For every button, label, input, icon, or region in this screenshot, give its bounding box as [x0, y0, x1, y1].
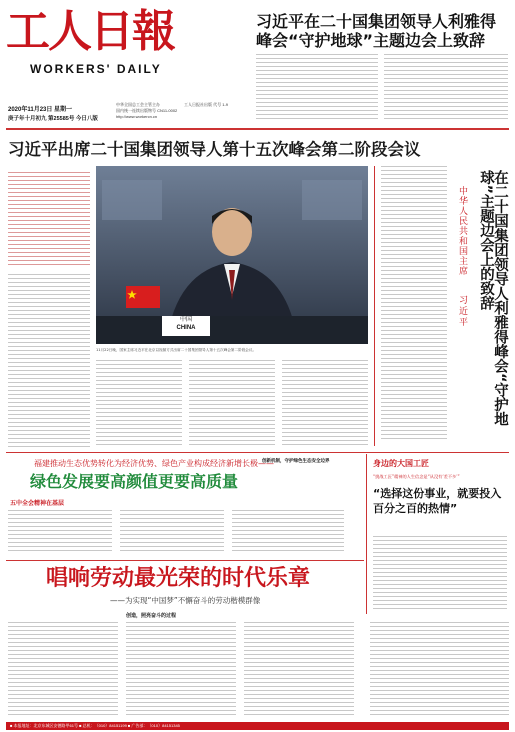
masthead-info-line: http://www.workercn.cn: [116, 114, 158, 119]
masthead-contact: 工人日报社出版 代号 1-9: [184, 102, 229, 107]
bottom-section-divider: [6, 560, 364, 561]
section-tag: 五中全会精神在基层: [10, 500, 65, 507]
craftsman-headline: “选择这份事业，就要投入百分之百的热情”: [373, 487, 502, 515]
labor-headline: 唱响劳动最光荣的时代乐章: [46, 566, 311, 591]
masthead-divider: [6, 128, 509, 130]
lead-body: [8, 274, 90, 450]
masthead-info-line: 中华全国总工会主管主办: [116, 102, 160, 107]
masthead-logo: 工人日報: [6, 6, 174, 57]
issue-date: 2020年11月23日 星期一: [8, 107, 73, 113]
lead-photo: [96, 166, 368, 344]
middle-kicker: 创新机制，守护绿色生态安全边界: [262, 459, 330, 464]
speech-byline: [453, 186, 472, 386]
top-right-headline: 习近平在二十国集团领导人利雅得峰会“守护地球”主题边会上致辞: [256, 12, 497, 50]
labor-inner-title: 创造，照亮奋斗的过程: [126, 613, 177, 619]
masthead-info-line: 国内统一连续出版物号 CN11-0002: [116, 108, 178, 113]
nameplate-en: CHINA: [176, 325, 196, 331]
masthead-english-name: WORKERS' DAILY: [30, 62, 162, 76]
nameplate-cn: 中国: [179, 317, 192, 323]
masthead: [6, 6, 246, 124]
labor-subheadline: ——为实现“中国梦”不懈奋斗的劳动楷模群像: [110, 596, 261, 605]
top-right-body: [256, 54, 508, 126]
speech-headline: 在二十国集团领导人利雅得峰会“守护地球”主题边会上的致辞: [478, 170, 508, 427]
footer-text: ■ 本报地址：北京东城区安德路甲61号 ■ 总机：（010）84151199 ■ 广告部：（010）84151345: [10, 723, 180, 728]
green-headline: 绿色发展要高颜值更要高质量: [30, 472, 239, 491]
lead-summary: [8, 172, 90, 268]
green-kicker: 福建推动生态优势转化为经济优势、绿色产业构成经济新增长极——: [34, 459, 274, 468]
main-headline: 习近平出席二十国集团领导人第十五次峰会第二阶段会议: [8, 140, 421, 159]
speech-author: 习近平: [457, 295, 467, 329]
photo-caption: 11月22日晚，国家主席习近平在北京以视频方式出席二十国集团领导人第十五次峰会第二阶段会议。: [96, 348, 257, 352]
green-body: [8, 510, 344, 554]
labor-body: [8, 622, 509, 720]
craftsman-panel: [366, 454, 510, 614]
lead-continuation: [96, 360, 368, 450]
craftsman-kicker: “挑战工匠”精神的人生信念是“从没有‘差不多’”: [373, 474, 460, 479]
footer-bar: [6, 722, 509, 730]
photo-illustration: [96, 166, 368, 344]
issue-number: 庚子年十月初九 第25585号 今日八版: [8, 116, 98, 122]
section-divider: [6, 452, 509, 453]
craftsman-tag: 身边的大国工匠: [373, 459, 429, 468]
speech-column: [374, 166, 509, 446]
nameplate: [162, 316, 210, 336]
speech-sub: 中华人民共和国主席: [457, 186, 467, 276]
